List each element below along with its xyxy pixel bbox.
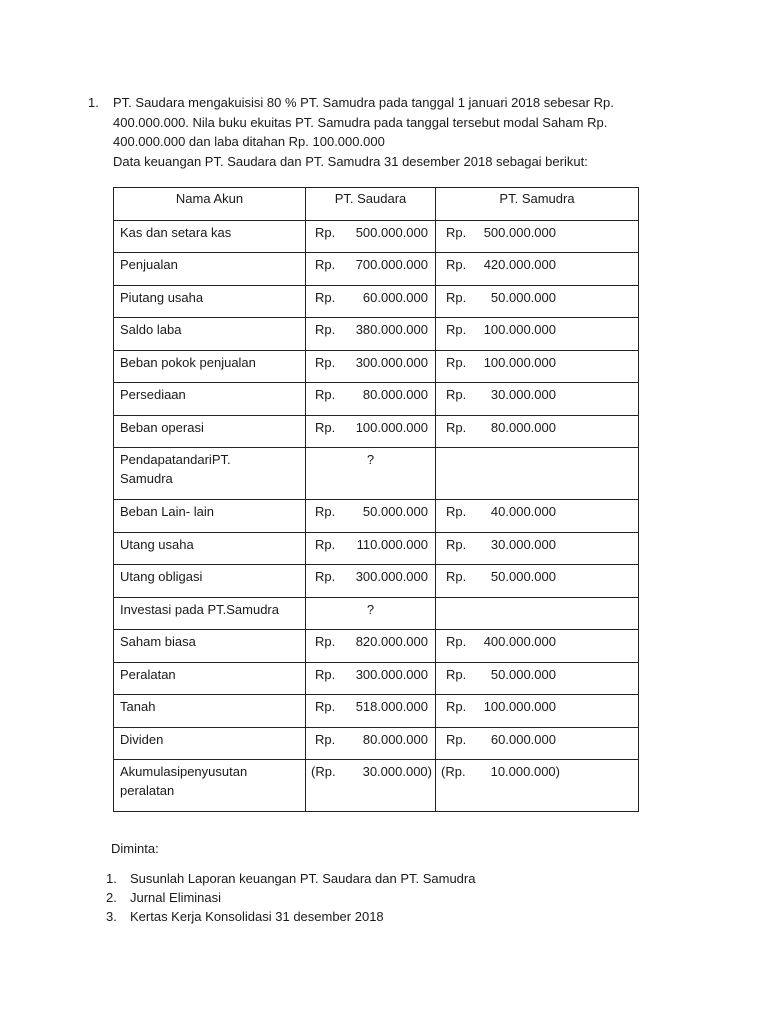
- amount-value: 40.000.000: [490, 504, 556, 519]
- amount-value: 60.000.000: [362, 289, 428, 305]
- currency-label: Rp.: [315, 634, 336, 649]
- account-name-cell: Akumulasipenyusutan peralatan: [114, 760, 306, 812]
- amount-value: 100.000.000: [483, 699, 556, 714]
- requested-label: Diminta:: [111, 841, 159, 856]
- amount-value: 30.000.000: [490, 536, 556, 552]
- amount-value: 110.000.000: [356, 536, 428, 552]
- requested-item: 2. Jurnal Eliminasi: [106, 890, 222, 905]
- currency-label: Rp.: [446, 257, 467, 272]
- question-line: PT. Saudara mengakuisisi 80 % PT. Samudra pada tanggal 1 januari 2018 sebesar Rp.: [113, 95, 614, 110]
- table-row: [114, 532, 639, 565]
- header-pt-saudara: PT. Saudara: [306, 188, 436, 221]
- amount-cell-pt-saudara: [306, 253, 436, 286]
- amount-cell-pt-samudra: [436, 350, 639, 383]
- amount-cell-pt-saudara: [306, 565, 436, 598]
- amount-value: 300.000.000: [355, 354, 428, 370]
- amount-cell-pt-samudra: [436, 662, 639, 695]
- currency-label: Rp.: [446, 699, 467, 714]
- amount-cell-pt-samudra: [436, 630, 639, 663]
- amount-cell-pt-saudara: ?: [306, 448, 436, 500]
- amount-cell-pt-saudara: ?: [306, 597, 436, 630]
- amount-value: 50.000.000: [490, 569, 556, 584]
- table-body: [114, 220, 639, 812]
- account-name-cell: Tanah: [114, 695, 306, 728]
- currency-label: (Rp.: [441, 764, 466, 779]
- account-name-cell: Peralatan: [114, 662, 306, 695]
- amount-cell-pt-saudara: [306, 318, 436, 351]
- amount-value: 80.000.000: [362, 387, 428, 402]
- account-name-cell: Saham biasa: [114, 630, 306, 663]
- table-row: [114, 695, 639, 728]
- table-row: [114, 500, 639, 533]
- table-row: [114, 630, 639, 663]
- currency-label: Rp.: [315, 419, 336, 435]
- amount-value: 420.000.000: [483, 257, 556, 272]
- amount-cell-pt-saudara: [306, 500, 436, 533]
- amount-value: 50.000.000: [490, 289, 556, 305]
- table-row: [114, 565, 639, 598]
- account-name-cell: Beban pokok penjualan: [114, 350, 306, 383]
- currency-label: (Rp.: [311, 764, 336, 779]
- amount-value: 300.000.000: [355, 569, 428, 584]
- question-text: [113, 93, 648, 171]
- currency-label: Rp.: [446, 322, 467, 337]
- table-row: [114, 318, 639, 351]
- currency-label: Rp.: [315, 387, 336, 402]
- amount-value: 30.000.000): [362, 764, 432, 779]
- currency-label: Rp.: [446, 419, 467, 435]
- table-row: [114, 448, 639, 500]
- amount-cell-pt-saudara: [306, 285, 436, 318]
- amount-value: 100.000.000: [483, 322, 556, 337]
- currency-label: Rp.: [446, 731, 467, 747]
- table-row: [114, 662, 639, 695]
- amount-cell-pt-samudra: [436, 220, 639, 253]
- amount-cell-pt-samudra: [436, 760, 639, 812]
- amount-cell-pt-saudara: [306, 630, 436, 663]
- requested-item: 1. Susunlah Laporan keuangan PT. Saudara dan PT. Samudra: [106, 871, 476, 886]
- table-row: [114, 760, 639, 812]
- amount-value: 100.000.000: [355, 419, 428, 435]
- account-name-cell: Dividen: [114, 727, 306, 760]
- account-name-cell: Utang obligasi: [114, 565, 306, 598]
- amount-cell-pt-saudara: [306, 760, 436, 812]
- requested-item: 3. Kertas Kerja Konsolidasi 31 desember 2018: [106, 909, 384, 924]
- header-account-name: Nama Akun: [114, 188, 306, 221]
- amount-value: 380.000.000: [355, 322, 428, 337]
- amount-cell-pt-saudara: [306, 220, 436, 253]
- account-name-cell: PendapatandariPT. Samudra: [114, 448, 306, 500]
- amount-cell-pt-saudara: [306, 662, 436, 695]
- amount-cell-pt-samudra: [436, 565, 639, 598]
- question-1: [88, 93, 648, 171]
- currency-label: Rp.: [446, 569, 467, 584]
- amount-cell-pt-samudra: [436, 695, 639, 728]
- table-row: [114, 727, 639, 760]
- amount-value: 700.000.000: [355, 257, 428, 272]
- account-name-cell: Utang usaha: [114, 532, 306, 565]
- amount-cell-pt-samudra: [436, 318, 639, 351]
- currency-label: Rp.: [446, 354, 467, 370]
- amount-cell-pt-saudara: [306, 532, 436, 565]
- amount-value: 500.000.000: [355, 224, 428, 240]
- amount-value: 400.000.000: [483, 634, 556, 649]
- currency-label: Rp.: [446, 224, 467, 240]
- amount-cell-pt-samudra: [436, 383, 639, 416]
- currency-label: Rp.: [315, 536, 336, 552]
- currency-label: Rp.: [315, 289, 336, 305]
- currency-label: Rp.: [315, 699, 336, 714]
- amount-value: 80.000.000: [490, 419, 556, 435]
- amount-value: 820.000.000: [355, 634, 428, 649]
- currency-label: Rp.: [446, 666, 467, 682]
- currency-label: Rp.: [315, 354, 336, 370]
- amount-cell-pt-samudra: [436, 597, 639, 630]
- amount-value: 60.000.000: [490, 731, 556, 747]
- account-name-cell: Kas dan setara kas: [114, 220, 306, 253]
- amount-cell-pt-saudara: [306, 695, 436, 728]
- account-name-cell: Persediaan: [114, 383, 306, 416]
- account-name-cell: Piutang usaha: [114, 285, 306, 318]
- currency-label: Rp.: [315, 322, 336, 337]
- account-name-cell: Beban operasi: [114, 415, 306, 448]
- amount-cell-pt-samudra: [436, 500, 639, 533]
- currency-label: Rp.: [446, 504, 467, 519]
- table-row: [114, 350, 639, 383]
- amount-value: 518.000.000: [355, 699, 428, 714]
- header-pt-samudra: PT. Samudra: [436, 188, 639, 221]
- account-name-cell: Saldo laba: [114, 318, 306, 351]
- currency-label: Rp.: [315, 257, 336, 272]
- table-row: [114, 383, 639, 416]
- table-row: [114, 285, 639, 318]
- amount-cell-pt-samudra: [436, 448, 639, 500]
- amount-cell-pt-saudara: [306, 383, 436, 416]
- account-name-cell: Beban Lain- lain: [114, 500, 306, 533]
- amount-value: 10.000.000): [490, 764, 560, 779]
- currency-label: Rp.: [446, 634, 467, 649]
- question-line: Data keuangan PT. Saudara dan PT. Samudra 31 desember 2018 sebagai berikut:: [113, 153, 588, 169]
- amount-value: 30.000.000: [490, 387, 556, 402]
- amount-cell-pt-samudra: [436, 727, 639, 760]
- currency-label: Rp.: [446, 289, 467, 305]
- amount-cell-pt-samudra: [436, 532, 639, 565]
- requested-list: [106, 869, 475, 926]
- amount-cell-pt-samudra: [436, 253, 639, 286]
- account-name-cell: Penjualan: [114, 253, 306, 286]
- currency-label: Rp.: [315, 731, 336, 747]
- currency-label: Rp.: [446, 387, 467, 402]
- amount-value: 50.000.000: [362, 504, 428, 519]
- amount-value: 50.000.000: [490, 666, 556, 682]
- currency-label: Rp.: [446, 536, 467, 552]
- amount-cell-pt-saudara: [306, 350, 436, 383]
- question-number: 1.: [88, 95, 99, 110]
- currency-label: Rp.: [315, 504, 336, 519]
- table-row: [114, 253, 639, 286]
- question-line: 400.000.000. Nila buku ekuitas PT. Samudra pada tanggal tersebut modal Saham Rp.: [113, 114, 608, 130]
- currency-label: Rp.: [315, 569, 336, 584]
- amount-value: 80.000.000: [362, 731, 428, 747]
- amount-value: 500.000.000: [483, 224, 556, 240]
- currency-label: Rp.: [315, 666, 336, 682]
- amount-cell-pt-samudra: [436, 285, 639, 318]
- question-line: 400.000.000 dan laba ditahan Rp. 100.000.000: [113, 134, 385, 149]
- amount-cell-pt-saudara: [306, 415, 436, 448]
- financial-data-table: [113, 187, 639, 812]
- table-row: [114, 415, 639, 448]
- amount-value: 300.000.000: [355, 666, 428, 682]
- table-header-row: [114, 188, 639, 221]
- amount-cell-pt-saudara: [306, 727, 436, 760]
- table-row: [114, 597, 639, 630]
- table-row: [114, 220, 639, 253]
- amount-value: 100.000.000: [483, 354, 556, 370]
- account-name-cell: Investasi pada PT.Samudra: [114, 597, 306, 630]
- currency-label: Rp.: [315, 224, 336, 240]
- amount-cell-pt-samudra: [436, 415, 639, 448]
